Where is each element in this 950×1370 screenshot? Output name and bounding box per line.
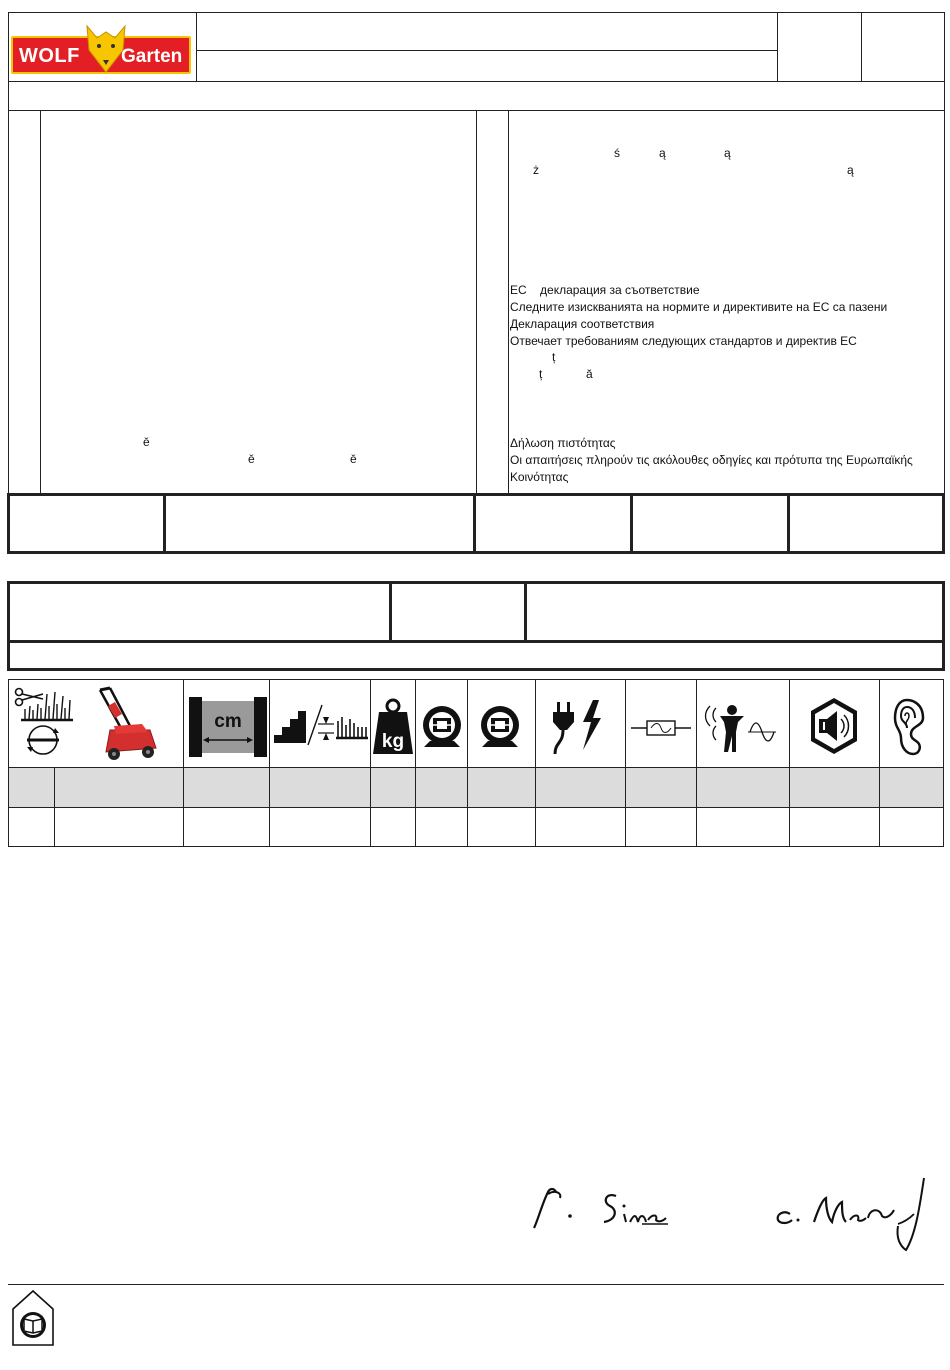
romanian-char: ț bbox=[552, 350, 556, 364]
czech-char: ě bbox=[143, 435, 150, 449]
ru-declaration-text: Отвечает требованиям следующих стандартов и директив ЕС bbox=[510, 334, 857, 348]
motor-icon bbox=[478, 703, 522, 751]
gr-declaration-text: Οι απαιτήσεις πληρούν τις ακόλουθες οδηγίες και πρότυπα της Ευρωπαϊκής bbox=[510, 453, 913, 467]
ru-declaration-title: Декларация соответствия bbox=[510, 317, 655, 331]
scissors-grass-icon bbox=[13, 684, 75, 764]
romanian-char: ă bbox=[586, 367, 593, 381]
polish-char: ą bbox=[724, 146, 731, 160]
logo-garten-text: Garten bbox=[121, 46, 183, 67]
logo-wolf-text: WOLF bbox=[19, 45, 80, 67]
polish-char: ż bbox=[533, 163, 539, 177]
mower-icon bbox=[92, 686, 160, 762]
bg-declaration-title: EC декларация за съответствие bbox=[510, 283, 700, 297]
power-plug-icon bbox=[553, 700, 605, 756]
height-adjust-icon bbox=[274, 703, 368, 747]
read-manual-icon bbox=[12, 1289, 54, 1347]
polish-char: ą bbox=[659, 146, 666, 160]
cutting-width-cm-icon bbox=[189, 697, 267, 757]
weight-kg-icon bbox=[373, 698, 413, 756]
ear-noise-icon bbox=[893, 698, 929, 756]
polish-char: ś bbox=[614, 146, 620, 160]
polish-char: ą bbox=[847, 163, 854, 177]
czech-char: ě bbox=[248, 452, 255, 466]
czech-char: ě bbox=[350, 452, 357, 466]
bg-declaration-text: Следните изискванията на нормите и директивите на EC са пазени bbox=[510, 300, 888, 314]
signature-2 bbox=[770, 1174, 930, 1254]
gr-declaration-text-cont: Κοινότητας bbox=[510, 470, 569, 484]
gr-declaration-title: Δήλωση πιστότητας bbox=[510, 436, 616, 450]
thick-row-1 bbox=[7, 493, 945, 554]
romanian-char: ț bbox=[539, 367, 543, 381]
fuse-icon bbox=[631, 718, 691, 738]
sound-power-icon bbox=[809, 697, 859, 755]
cm-label: cm bbox=[214, 711, 242, 732]
thick-row-2 bbox=[7, 581, 945, 671]
motor-icon bbox=[420, 703, 464, 751]
wolf-garten-logo bbox=[11, 36, 191, 74]
signature-1 bbox=[530, 1184, 670, 1232]
vibration-icon bbox=[702, 704, 780, 752]
kg-label: kg bbox=[381, 731, 405, 752]
